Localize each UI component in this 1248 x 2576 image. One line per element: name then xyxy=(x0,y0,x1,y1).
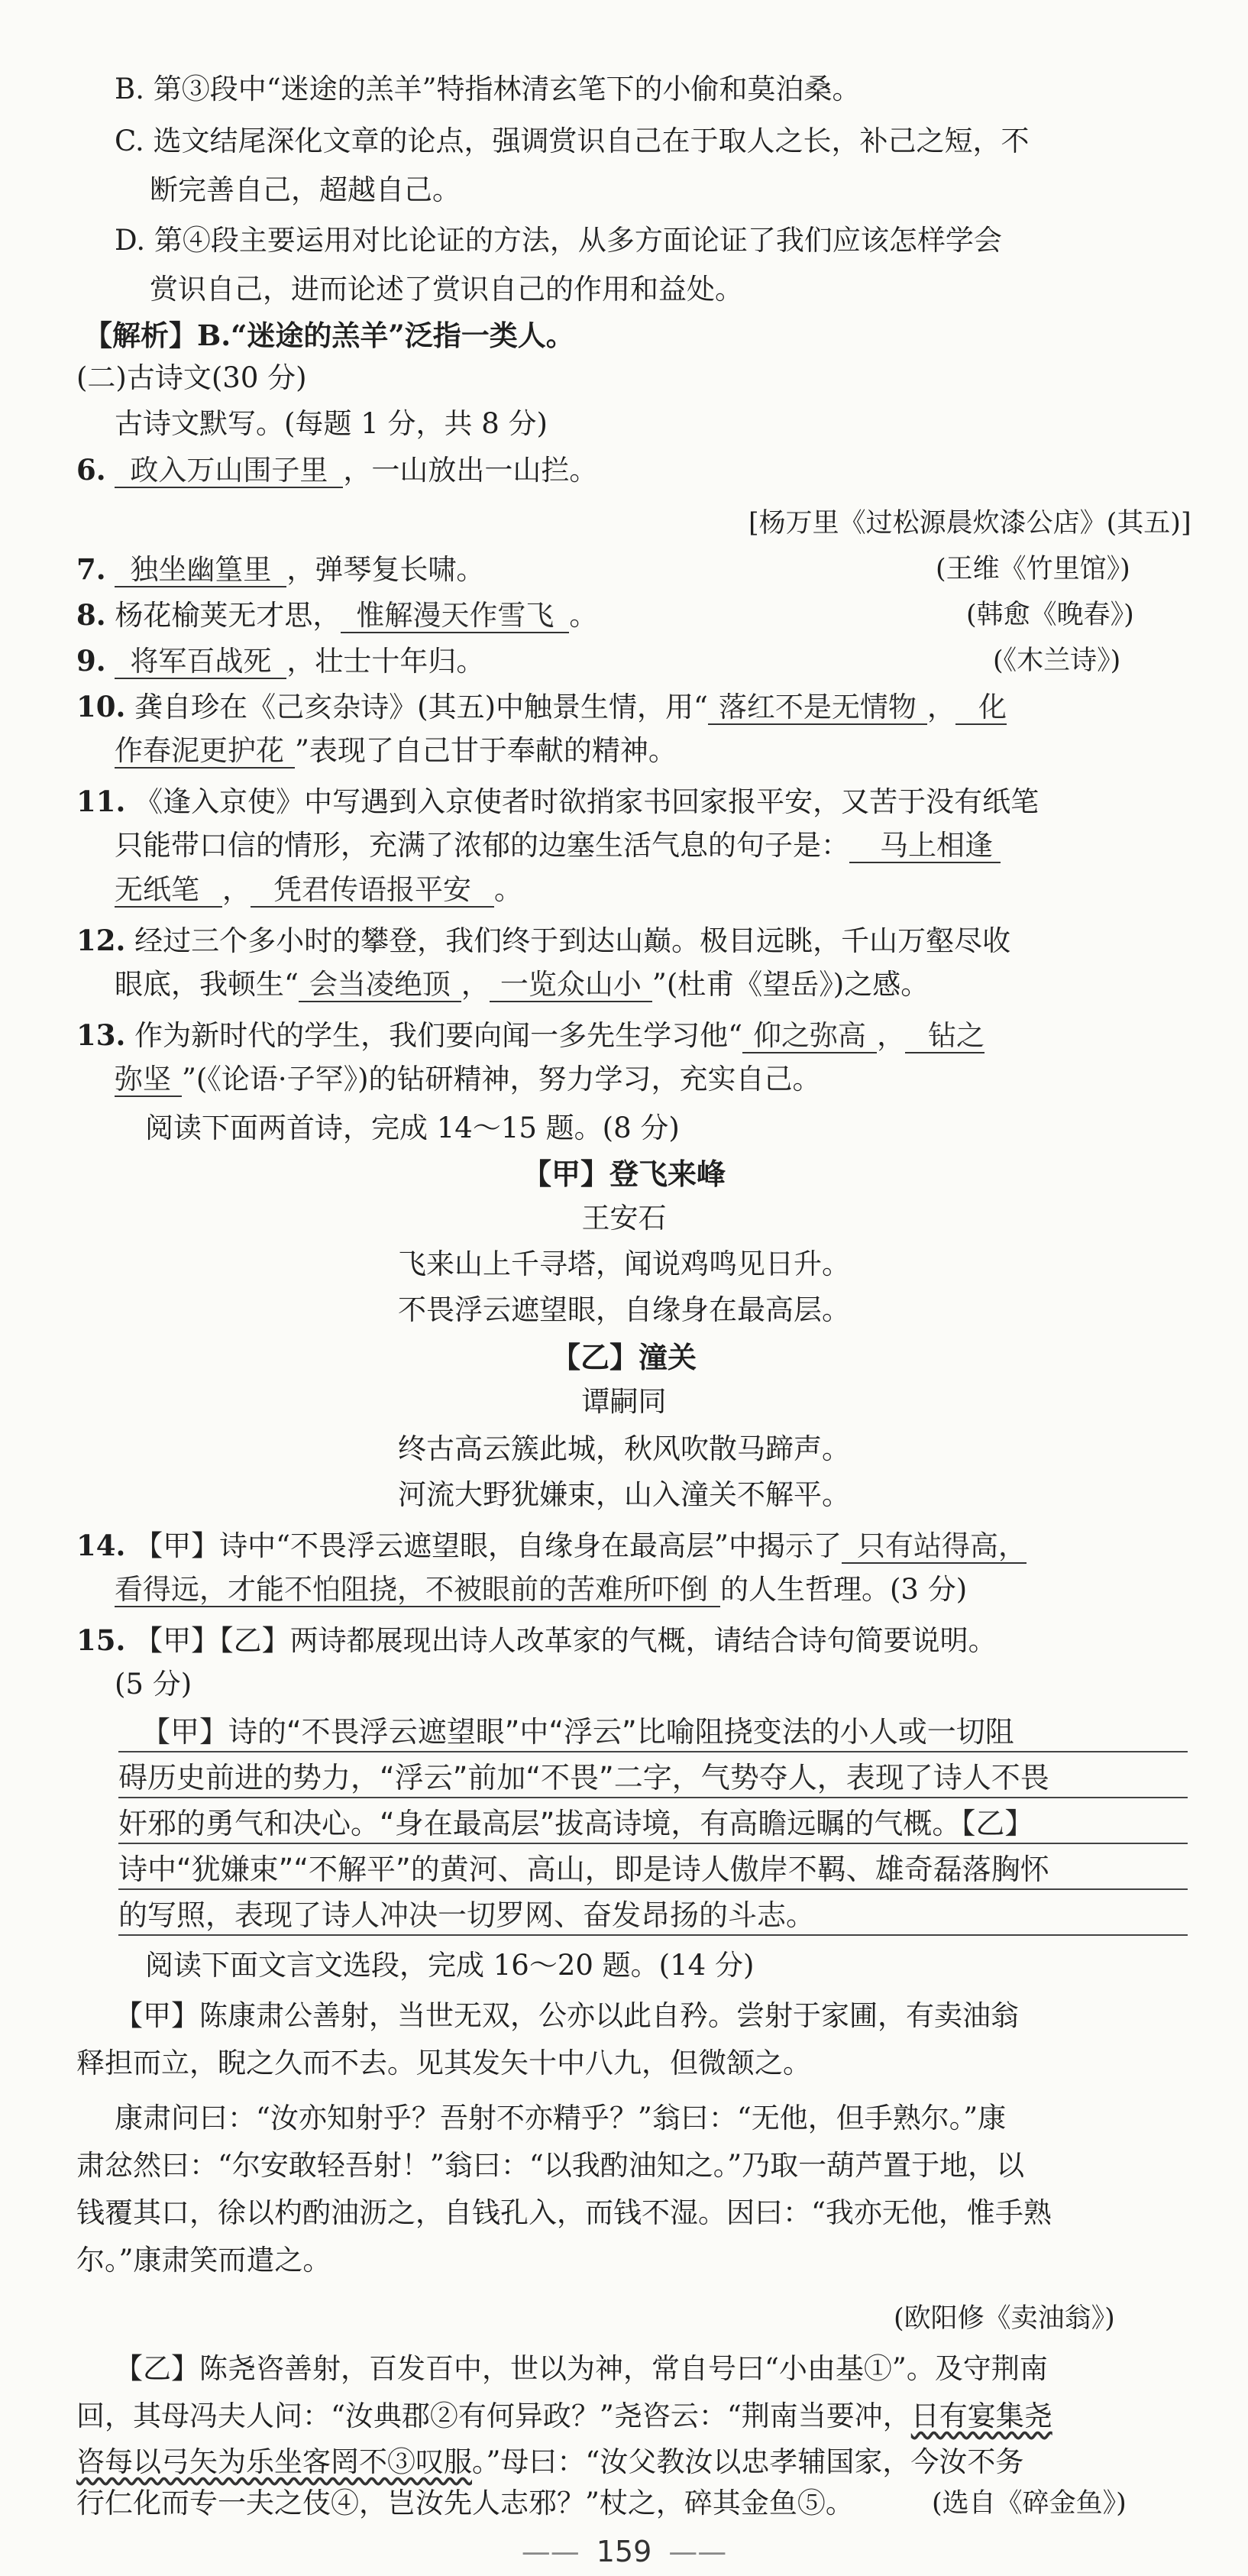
question-12-line1 xyxy=(76,921,1010,960)
question-text: 的人生哲理。(3 分) xyxy=(720,1573,968,1606)
question-number: 10. xyxy=(76,690,126,723)
poem-b-author: 谭嗣同 xyxy=(581,1385,667,1418)
question-number: 13. xyxy=(76,1018,126,1052)
answer-blank-cont: 无纸笔 xyxy=(115,873,222,908)
answer-line: 碍历史前进的势力，“浮云”前加“不畏”二字，气势夺人，表现了诗人不畏 xyxy=(118,1759,1188,1798)
answer-blank: 落红不是无情物 xyxy=(708,691,927,725)
question-text: ，一山放出一山拦。 xyxy=(343,454,598,487)
answer-blank: 作春泥更护花 xyxy=(115,734,295,769)
answer-blank: 凭君传语报平安 xyxy=(251,873,494,908)
question-14-line1 xyxy=(76,1526,1027,1565)
question-12-line2 xyxy=(115,966,929,1004)
question-text: 经过三个多小时的攀登，我们终于到达山巅。极目远眺，千山万壑尽收 xyxy=(134,924,1011,957)
option-c-line1: C. 选文结尾深化文章的论点，强调赏识自己在于取人之长，补己之短，不 xyxy=(115,125,1030,157)
separator: ， xyxy=(926,691,955,723)
prose-a-line: 【甲】陈康肃公善射，当世无双，公亦以此自矜。尝射于家圃，有卖油翁 xyxy=(115,1999,1019,2032)
question-text: ，壮士十年归。 xyxy=(286,645,485,678)
prose-b-line2 xyxy=(76,2397,1052,2435)
answer-blank: 只有站得高， xyxy=(842,1529,1027,1564)
option-d-line2: 赏识自己，进而论述了赏识自己的作用和益处。 xyxy=(150,273,743,306)
separator: ， xyxy=(222,873,251,906)
prose-text: 。”母曰：“汝父教汝以忠孝辅国家，今汝不务 xyxy=(472,2445,1024,2478)
prose-b-line3 xyxy=(76,2443,1023,2481)
prose-a-source: (欧阳修《卖油翁》) xyxy=(894,2303,1115,2334)
page-number-value: 159 xyxy=(596,2535,652,2568)
question-text: 只能带口信的情形，充满了浓郁的边塞生活气息的句子是： xyxy=(115,829,849,862)
question-text: ，弹琴复长啸。 xyxy=(286,553,485,586)
prose-intro: 阅读下面文言文选段，完成 16～20 题。(14 分) xyxy=(145,1949,755,1982)
dash-right: —— xyxy=(668,2535,727,2568)
answer-blank: 仰之弥高 xyxy=(742,1019,877,1053)
answer-blank: 一览众山小 xyxy=(490,968,652,1002)
question-number: 15. xyxy=(76,1623,126,1657)
answer-blank: 将军百战死 xyxy=(115,645,286,679)
answer-blank: 马上相逢 xyxy=(849,829,1001,863)
question-13-line1 xyxy=(76,1016,984,1055)
question-15-line2: (5 分) xyxy=(115,1668,192,1701)
answer-blank-cont: 看得远，才能不怕阻挠，不被眼前的苦难所吓倒 xyxy=(115,1573,720,1607)
question-text: 作为新时代的学生，我们要向闻一多先生学习他“ xyxy=(134,1019,743,1052)
analysis-note: 【解析】B.“迷途的羔羊”泛指一类人。 xyxy=(84,319,574,352)
question-text-end: 。 xyxy=(569,599,598,632)
question-number: 12. xyxy=(76,924,126,957)
question-text: ”(杜甫《望岳》)之感。 xyxy=(651,968,930,1001)
answer-line: 的写照，表现了诗人冲决一切罗网、奋发昂扬的斗志。 xyxy=(118,1896,1188,1936)
section-heading: (二)古诗文(30 分) xyxy=(76,361,307,394)
marked-sentence: 日有宴集尧 xyxy=(910,2400,1052,2432)
prose-a-line: 钱覆其口，徐以杓酌油沥之，自钱孔入，而钱不湿。因曰：“我亦无他，惟手熟 xyxy=(76,2196,1052,2229)
question-text: 杨花榆荚无才思， xyxy=(115,599,341,632)
poem-a-author: 王安石 xyxy=(581,1202,667,1235)
answer-blank: 会当凌绝顶 xyxy=(299,968,461,1002)
answer-blank: 政入万山围子里 xyxy=(115,454,343,488)
page-number xyxy=(0,2535,1248,2568)
question-text-end: 。 xyxy=(494,873,522,906)
poem-b-line1: 终古高云簇此城，秋风吹散马蹄声。 xyxy=(398,1432,850,1465)
question-number: 8. xyxy=(76,598,106,632)
question-text: 【甲】【乙】两诗都展现出诗人改革家的气概，请结合诗句简要说明。 xyxy=(134,1624,997,1657)
answer-blank: 惟解漫天作雪飞 xyxy=(341,599,569,633)
answer-line: 诗中“犹嫌束”“不解平”的黄河、高山，即是诗人傲岸不羁、雄奇磊落胸怀 xyxy=(118,1850,1188,1890)
question-14-line2 xyxy=(115,1571,967,1609)
prose-text: 回，其母冯夫人问：“汝典郡②有何异政？”尧咨云：“荆南当要冲， xyxy=(76,2400,911,2432)
question-10-line1 xyxy=(76,688,1007,727)
question-15-line1 xyxy=(76,1621,997,1660)
question-6 xyxy=(76,451,597,490)
answer-blank: 独坐幽篁里 xyxy=(115,553,286,587)
answer-line: 奸邪的勇气和决心。“身在最高层”拔高诗境，有高瞻远瞩的气概。【乙】 xyxy=(118,1804,1188,1844)
poem-a-title: 【甲】登飞来峰 xyxy=(522,1157,726,1191)
question-number: 14. xyxy=(76,1529,126,1562)
question-number: 9. xyxy=(76,644,106,678)
separator: ， xyxy=(877,1019,906,1052)
answer-line: 【甲】诗的“不畏浮云遮望眼”中“浮云”比喻阻挠变法的小人或一切阻 xyxy=(118,1713,1188,1752)
question-7 xyxy=(76,550,484,589)
poem-intro: 阅读下面两首诗，完成 14～15 题。(8 分) xyxy=(145,1112,680,1144)
question-text: 龚自珍在《己亥杂诗》(其五)中触景生情，用“ xyxy=(134,691,708,723)
question-6-source: [杨万里《过松源晨炊漆公店》(其五)] xyxy=(748,508,1191,539)
question-11-line1 xyxy=(76,782,1039,821)
option-b: B. 第③段中“迷途的羔羊”特指林清玄笔下的小偷和莫泊桑。 xyxy=(115,73,861,105)
question-7-source: (王维《竹里馆》) xyxy=(936,554,1130,584)
answer-blank-cont: 钻之 xyxy=(905,1019,984,1053)
option-d-line1: D. 第④段主要运用对比论证的方法，从多方面论证了我们应该怎样学会 xyxy=(115,224,1002,257)
question-11-line2 xyxy=(115,827,1001,865)
answer-blank: 弥坚 xyxy=(115,1063,182,1097)
prose-a-line: 康肃问曰：“汝亦知射乎？吾射不亦精乎？”翁曰：“无他，但手熟尔。”康 xyxy=(115,2102,1007,2134)
question-10-line2 xyxy=(115,732,677,770)
question-text: ”表现了自己甘于奉献的精神。 xyxy=(295,734,677,767)
option-c-line2: 断完善自己，超越自己。 xyxy=(150,173,461,206)
question-text: 眼底，我顿生“ xyxy=(115,968,299,1001)
poem-b-title: 【乙】潼关 xyxy=(551,1341,697,1374)
question-text: 《逢入京使》中写遇到入京使者时欲捎家书回家报平安，又苦于没有纸笔 xyxy=(134,785,1039,818)
question-9 xyxy=(76,642,484,681)
question-text: 【甲】诗中“不畏浮云遮望眼，自缘身在最高层”中揭示了 xyxy=(134,1529,842,1562)
question-text: ”(《论语·子罕》)的钻研精神，努力学习，充实自己。 xyxy=(182,1063,821,1095)
prose-b-line4: 行仁化而专一夫之伎④，岂汝先人志邪？”杖之，碎其金鱼⑤。 xyxy=(76,2487,854,2519)
question-13-line2 xyxy=(115,1060,821,1099)
prose-a-line: 肃忿然曰：“尔安敢轻吾射！”翁曰：“以我酌油知之。”乃取一葫芦置于地，以 xyxy=(76,2149,1025,2182)
marked-sentence: 咨每以弓矢为乐坐客罔不③叹服 xyxy=(76,2445,472,2478)
question-number: 6. xyxy=(76,453,106,487)
prose-a-line: 尔。”康肃笑而遣之。 xyxy=(76,2244,331,2277)
prose-b-source: (选自《碎金鱼》) xyxy=(932,2488,1127,2519)
question-9-source: (《木兰诗》) xyxy=(993,646,1121,676)
dash-left: —— xyxy=(521,2535,580,2568)
prose-a-line: 释担而立，睨之久而不去。见其发矢十中八九，但微颔之。 xyxy=(76,2047,811,2079)
question-8 xyxy=(76,596,597,635)
poem-a-line1: 飞来山上千寻塔，闻说鸡鸣见日升。 xyxy=(398,1248,850,1280)
prose-b-line1: 【乙】陈尧咨善射，百发百中，世以为神，常自号曰“小由基①”。及守荆南 xyxy=(115,2352,1048,2385)
answer-blank-cont: 化 xyxy=(955,691,1007,725)
question-number: 7. xyxy=(76,552,106,586)
separator: ， xyxy=(461,968,490,1001)
question-8-source: (韩愈《晚春》) xyxy=(966,600,1134,630)
dictation-intro: 古诗文默写。(每题 1 分，共 8 分) xyxy=(115,407,548,440)
question-11-line3 xyxy=(115,871,522,909)
poem-b-line2: 河流大野犹嫌束，山入潼关不解平。 xyxy=(398,1478,850,1511)
poem-a-line2: 不畏浮云遮望眼，自缘身在最高层。 xyxy=(398,1293,850,1326)
question-number: 11. xyxy=(76,785,126,818)
